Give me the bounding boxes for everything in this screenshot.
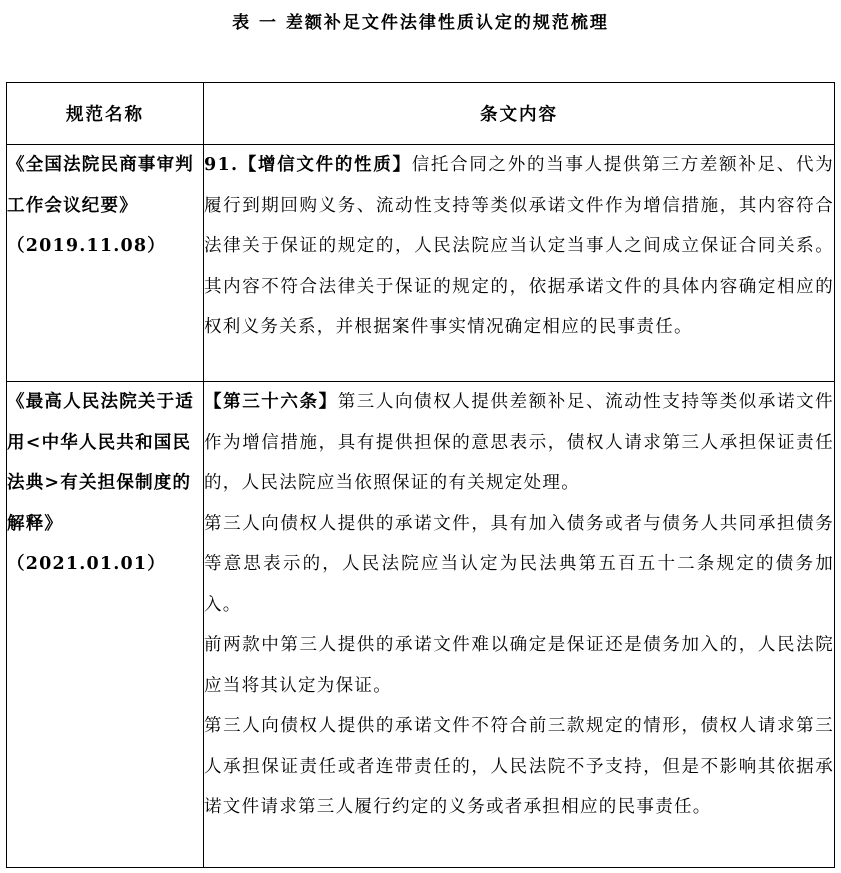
article-paragraph: 前两款中第三人提供的承诺文件难以确定是保证还是债务加入的，人民法院应当将其认定为保证。 — [204, 635, 834, 696]
article-content-interpretation — [204, 382, 835, 868]
table-row — [7, 382, 835, 868]
article-lead: 91.【增信文件的性质】 — [204, 155, 412, 175]
header-article-content: 条文内容 — [204, 83, 835, 145]
article-lead: 【第三十六条】 — [204, 392, 338, 412]
norm-name-interpretation: 《最高人民法院关于适用<中华人民共和国民法典>有关担保制度的解释》（2021.01.01） — [7, 382, 204, 868]
table-caption: 表 一 差额补足文件法律性质认定的规范梳理 — [232, 13, 609, 33]
article-paragraph — [204, 382, 834, 504]
article-content-minutes — [204, 145, 835, 382]
norms-table — [6, 82, 835, 868]
article-text: 第三人向债权人提供差额补足、流动性支持等类似承诺文件作为增信措施，具有提供担保的意思表示，债权人请求第三人承担保证责任的，人民法院应当依照保证的有关规定处理。 — [204, 392, 834, 493]
table-row — [7, 145, 835, 382]
norm-name-minutes: 《全国法院民商事审判工作会议纪要》（2019.11.08） — [7, 145, 204, 382]
table-header-row — [7, 83, 835, 145]
article-text: 信托合同之外的当事人提供第三方差额补足、代为履行到期回购义务、流动性支持等类似承诺文件作为增信措施，其内容符合法律关于保证的规定的，人民法院应当认定当事人之间成立保证合同关系。其内容不符合法律关于保证的规定的，依据承诺文件的具体内容确定相应的权利义务关系，并根据案件事实情况确定相应的民事责任。 — [204, 155, 835, 337]
article-paragraph: 第三人向债权人提供的承诺文件，具有加入债务或者与债务人共同承担债务等意思表示的，人民法院应当认定为民法典第五百五十二条规定的债务加入。 — [204, 513, 834, 615]
article-paragraph: 第三人向债权人提供的承诺文件不符合前三款规定的情形，债权人请求第三人承担保证责任或者连带责任的，人民法院不予支持，但是不影响其依据承诺文件请求第三人履行约定的义务或者承担相应的民事责任。 — [204, 716, 834, 817]
header-norm-name: 规范名称 — [7, 83, 204, 145]
article-paragraph — [204, 145, 834, 348]
